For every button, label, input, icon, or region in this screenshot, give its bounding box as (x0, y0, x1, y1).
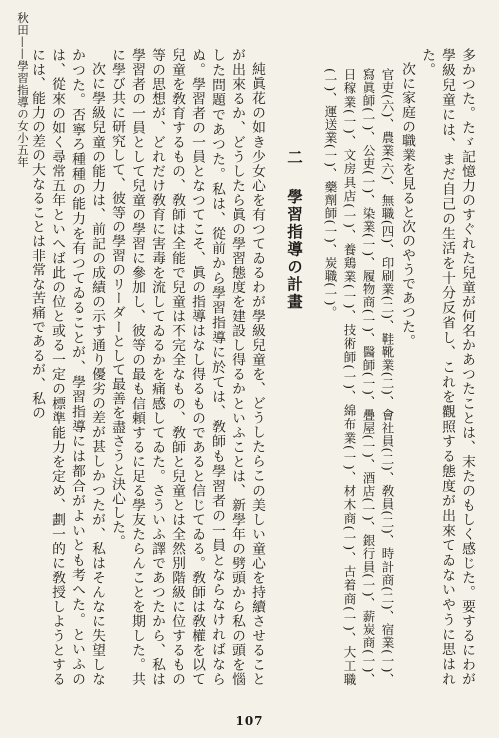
section-number: 二 (285, 148, 304, 167)
paragraph-family-occupations-intro: 次に家庭の職業を見ると次のやうであつた。 (399, 61, 415, 348)
paragraph-observation-end: 多かつた。たゞ記憶力のすぐれた兒童が何名かあつたことは、末たのもしく感じた。要するにわが學級兒童には、まだ自己の生活を十分反省し、これを觀照する態度が出來てゐないやうに思はれた。 (419, 48, 475, 686)
vertical-text-body (29, 48, 477, 686)
section-heading (283, 48, 305, 686)
paragraph-learning-attitude: 純眞花の如き少女心を有つてゐるわが學級兒童を、どうしたらこの美しい童心を持續させることが出來るか、どうしたら眞の學習態度を建設し得るかといふことは、新學年の劈頭から私の頭を惱した問題であつた。私は、從前から學習指導に於ては、敎師も學習者の一員とならなければならぬ。學習者の一員となつてこそ、眞の指導はなし得るものであると信じてゐる。敎師は敎權を以て兒童を敎育するもの、敎師は全能で兒童は不完全なもの、敎師と兒童とは全然別階級に位するもの等の思想が、どれだけ敎育に害毒を流してゐるかを痛感してゐた。さういふ譯であつたから、私は學習者の一員として兒童の學習に參加し、彼等の最も信頼するに足る學友たらんことを期した。共に學び共に研究して、彼等の學習のリーダーとして最善を盡さうと決心した。 (109, 48, 265, 686)
section-title: 學習指導の計畫 (285, 187, 304, 311)
occupation-list: 官吏(六)、農業(六)、無職(四)、印刷業(二)、鞋靴業(二)、會社員(二)、敎員(二)、時計商(二)、宿業(一)、寫眞師(一)、公吏(一)、染業(一)、履物商(一)、醫師(一)、疊屋(一)、酒店(一)、銀行員(一)、薪炭商(一)、日稼業(一)、文房具店(一)、養鶏業(一)、技術師(一)、綿布業(一)、材木商(一)、古着商(一)、大工職(一)、運送業(一)、藥劑師(一)、炭職(一)。 (323, 68, 395, 686)
page-number: 107 (235, 714, 264, 728)
paragraph-ability-differences: 次に學級兒童の能力は、前記の成績の示す通り優劣の差が甚しかつたが、私はそんなに失望しなかつた。否寧ろ種種の能力を有つてゐることが、學習指導には都合がよいとも考へた。といふのは、從來の如く尋常五年といへば此の位と或る一定の標準能力を定め、劃一的に敎授しようとするには、能力の差の大なることは非常な苦痛であるが、私の (29, 48, 105, 686)
running-head: 秋田——學習指導の女小五年 (16, 12, 30, 168)
